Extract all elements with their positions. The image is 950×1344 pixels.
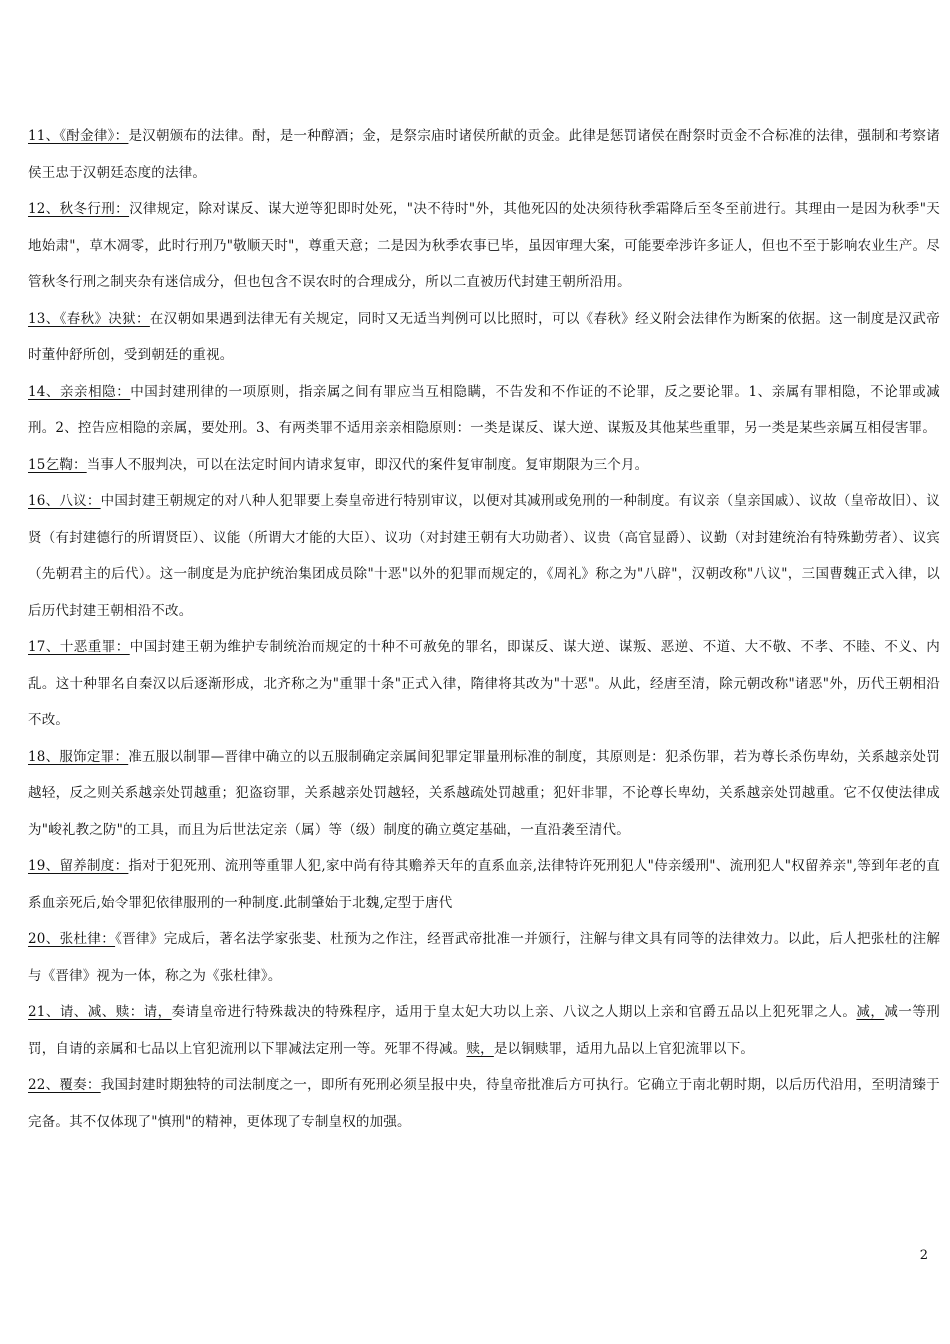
entry-text: 是汉朝颁布的法律。酎，是一种醇酒；金，是祭宗庙时诸侯所献的贡金。此律是惩罚诸侯在酎祭时贡金不合标准的法律，强制和考察诸侯王忠于汉朝廷态度的法律。	[28, 128, 940, 181]
entry-term: 18、服饰定罪：	[28, 748, 129, 765]
entry-text: 中国封建王朝规定的对八种人犯罪要上奏皇帝进行特别审议，以便对其减刑或免刑的一种制度。有议亲（皇亲国戚）、议故（皇帝故旧）、议贤（有封建德行的所谓贤臣）、议能（所谓大才能的大臣）、议功（对封建王朝有大功勋者）、议贵（高官显爵）、议勤（对封建统治有特殊勤劳者）、议宾（先朝君主的后代）。这一制度是为庇护统治集团成员除"十恶"以外的犯罪而规定的，《周礼》称之为"八辟"，汉朝改称"八议"，三国曹魏正式入律，以后历代封建王朝相沿不改。	[28, 493, 940, 619]
entry-text: 中国封建刑律的一项原则，指亲属之间有罪应当互相隐瞒，不告发和不作证的不论罪，反之要论罪。1、亲属有罪相隐，不论罪或减刑。2、控告应相隐的亲属，要处刑。3、有两类罪不适用亲亲相隐原则：一类是谋反、谋大逆、谋叛及其他某些重罪，另一类是某些亲属互相侵害罪。	[28, 383, 941, 436]
entry-term: 21、请、减、赎：请，	[28, 1004, 172, 1020]
entry-text: 汉律规定，除对谋反、谋大逆等犯即时处死，"决不待时"外，其他死囚的处决须待秋季霜降后至冬至前进行。其理由一是因为秋季"天地始肃"，草木凋零，此时行刑乃"敬顺天时"，尊重天意；二是因为秋季农事已毕，虽因审理大案，可能要牵涉许多证人，但也不至于影响农业生产。尽管秋冬行刑之制夹杂有迷信成分，但也包含不误农时的合理成分，所以二直被历代封建王朝所沿用。	[28, 201, 940, 290]
entry-text: 当事人不服判决，可以在法定时间内请求复审，即汉代的案件复审制度。复审期限为三个月。	[86, 456, 649, 473]
entry-17	[28, 629, 940, 739]
entry-term: 15乞鞫：	[28, 456, 87, 473]
entry-text: 是以铜赎罪，适用九品以上官犯流罪以下。	[493, 1040, 755, 1057]
entry-term: 11、《酎金律》：	[28, 128, 129, 144]
entry-term: 12、秋冬行刑：	[28, 201, 130, 217]
entry-20	[28, 921, 940, 994]
entry-13	[28, 301, 940, 374]
entry-term: 20、张杜律：	[28, 931, 116, 947]
entry-text: 奏请皇帝进行特殊裁决的特殊程序，适用于皇太妃大功以上亲、八议之人期以上亲和官爵五品以上犯死罪之人。	[171, 1004, 857, 1020]
entry-term: 13、《春秋》决狱：	[28, 310, 150, 327]
entry-term: 17、十恶重罪：	[28, 639, 130, 655]
entry-12	[28, 191, 940, 301]
entry-15	[28, 447, 940, 484]
document-body	[28, 118, 940, 1140]
entry-term: 14、亲亲相隐：	[28, 383, 131, 400]
entry-subterm: 赎，	[466, 1040, 494, 1057]
entry-21	[28, 994, 940, 1067]
entry-text: 中国封建王朝为维护专制统治而规定的十种不可赦免的罪名，即谋反、谋大逆、谋叛、恶逆、不道、大不敬、不孝、不睦、不义、内乱。这十种罪名自秦汉以后逐渐形成，北齐称之为"重罪十条"正式入律，隋律将其改为"十恶"。从此，经唐至清，除元朝改称"诸恶"外，历代王朝相沿不改。	[28, 639, 941, 728]
entry-text: 准五服以制罪—晋律中确立的以五服制确定亲属间犯罪定罪量刑标准的制度，其原则是：犯杀伤罪，若为尊长杀伤卑幼，关系越亲处罚越轻，反之则关系越亲处罚越重；犯盗窃罪，关系越亲处罚越轻，关系越疏处罚越重；犯奸非罪，不论尊长卑幼，关系越亲处罚越重。它不仅使法律成为"峻礼教之防"的工具，而且为后世法定亲（属）等（级）制度的确立奠定基础，一直沿袭至清代。	[28, 748, 940, 838]
entry-text: 指对于犯死刑、流刑等重罪人犯,家中尚有待其赡养天年的直系血亲,法律特许死刑犯人"侍亲缓刑"、流刑犯人"权留养亲",等到年老的直系血亲死后,始令罪犯依律服刑的一种制度.此制肇始于北魏,定型于唐代	[28, 858, 940, 911]
entry-11	[28, 118, 940, 191]
entry-16	[28, 483, 940, 629]
entry-14	[28, 374, 940, 447]
entry-term: 19、留养制度：	[28, 858, 129, 874]
entry-term: 22、覆奏：	[28, 1077, 101, 1093]
entry-22	[28, 1067, 940, 1140]
entry-term: 16、八议：	[28, 493, 101, 509]
page-number: 2	[919, 1248, 928, 1263]
entry-text: 我国封建时期独特的司法制度之一，即所有死刑必须呈报中央，待皇帝批准后方可执行。它确立于南北朝时期，以后历代沿用，至明清臻于完备。其不仅体现了"慎刑"的精神，更体现了专制皇权的加强。	[28, 1077, 940, 1130]
entry-text: 减一等刑罚，自请的亲属和七品以上官犯流刑以下罪减法定刑一等。死罪不得减。	[28, 1004, 940, 1057]
entry-subterm: 减，	[856, 1004, 885, 1020]
entry-text: 《晋律》完成后，著名法学家张斐、杜预为之作注，经晋武帝批准一并颁行，注解与律文具有同等的法律效力。以此，后人把张杜的注解与《晋律》视为一体，称之为《张杜律》。	[28, 931, 941, 984]
entry-18	[28, 739, 940, 849]
entry-19	[28, 848, 940, 921]
entry-text: 在汉朝如果遇到法律无有关规定，同时又无适当判例可以比照时，可以《春秋》经义附会法律作为断案的依据。这一制度是汉武帝时董仲舒所创，受到朝廷的重视。	[28, 310, 940, 363]
